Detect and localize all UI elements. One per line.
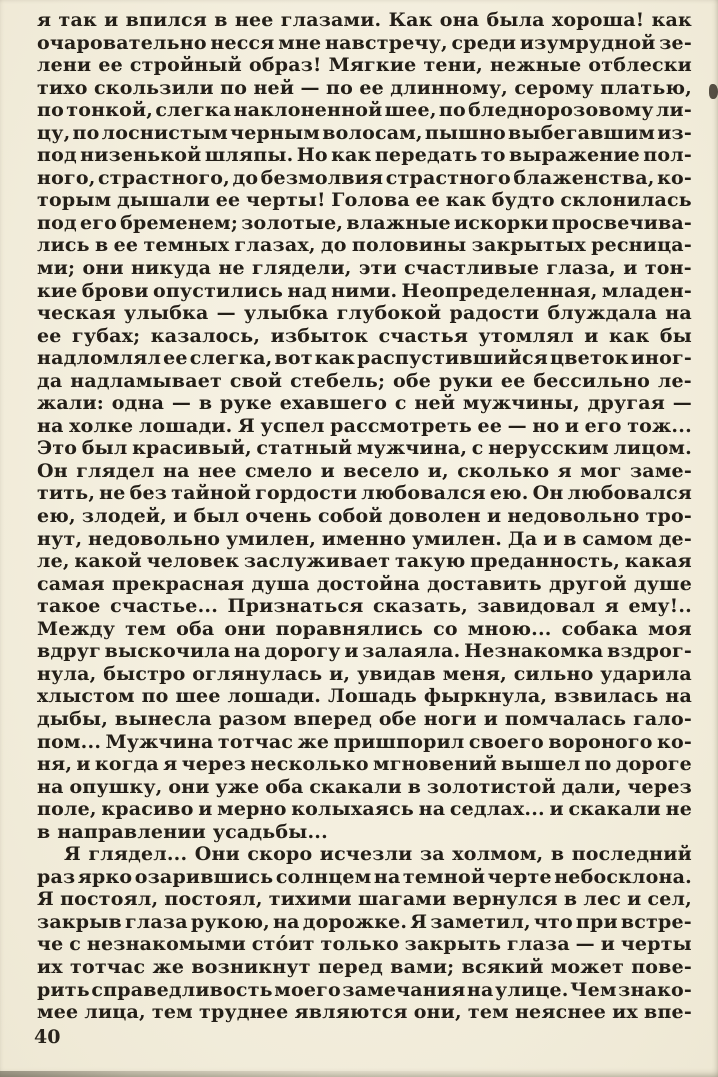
text-line: лись в ее темных глазах, до половины закрытых ресница- [37, 234, 692, 257]
text-line: дыбы, вынесла разом вперед обе ноги и помчалась гало- [37, 707, 692, 730]
text-line: цу, по лоснистым черным волосам, пышно выбегавшим из- [37, 121, 692, 144]
text-line: под низенькой шляпы. Но как передать то выражение пол- [37, 144, 692, 167]
text-line: на холке лошади. Я успел рассмотреть ее — но и его тож... [37, 414, 692, 437]
page-number: 40 [34, 1026, 61, 1048]
text-line: их тотчас же возникнут перед вами; всякий может пове- [37, 955, 692, 978]
text-line: ле, какой человек заслуживает такую преданность, какая [37, 550, 692, 573]
text-line: ного, страстного, до безмолвия страстного блаженства, ко- [37, 166, 692, 189]
text-line: в направлении усадьбы... [37, 820, 328, 843]
text-line: торым дышали ее черты! Голова ее как будто склонилась [37, 189, 692, 212]
text-line: по тонкой, слегка наклоненной шее, по бледнорозовому ли- [37, 99, 692, 122]
scan-artifact [709, 84, 718, 99]
text-line: под его бременем; золотые, влажные искорки просвечива- [37, 211, 692, 234]
text-line: Это был красивый, статный мужчина, с нерусским лицом. [37, 437, 692, 460]
text-line: Он глядел на нее смело и весело и, сколько я мог заме- [37, 459, 692, 482]
text-line: жали: одна — в руке ехавшего с ней мужчины, другая — [37, 392, 692, 415]
text-line: такое счастье... Признаться сказать, завидовал я ему!.. [37, 595, 692, 618]
text-line: вдруг выскочила на дорогу и залаяла. Незнакомка вздрог- [37, 640, 692, 663]
page-edge-shadow [0, 1071, 718, 1077]
text-line: мее лица, тем труднее являются они, тем неяснее их впе- [37, 1001, 692, 1024]
text-line: на опушку, они уже оба скакали в золотистой дали, через [37, 775, 692, 798]
text-line: надломлял ее слегка, вот как распустившийся цветок иног- [37, 347, 692, 370]
text-line: нула, быстро оглянулась и, увидав меня, сильно ударила [37, 662, 692, 685]
text-line: ческая улыбка — улыбка глубокой радости блуждала на [37, 302, 692, 325]
text-line: ми; они никуда не глядели, эти счастливые глаза, и тон- [37, 257, 692, 280]
text-line: ею, злодей, и был очень собой доволен и недовольно тро- [37, 505, 692, 528]
text-line: самая прекрасная душа достойна доставить другой душе [37, 572, 692, 595]
text-line: пом... Мужчина тотчас же пришпорил своего вороного ко- [37, 730, 692, 753]
text-line: закрыв глаза рукою, на дорожке. Я заметил, что при встре- [37, 910, 692, 933]
text-line: тить, не без тайной гордости любовался ею. Он любовался [37, 482, 692, 505]
text-line: кие брови опустились над ними. Неопределенная, младен- [37, 279, 692, 302]
text-line: раз ярко озарившись солнцем на темной черте небосклона. [37, 865, 692, 888]
text-line: поле, красиво и мерно колыхаясь на седлах... и скакали не [37, 798, 692, 821]
text-line: хлыстом по шее лошади. Лошадь фыркнула, взвилась на [37, 685, 692, 708]
text-line: лени ее стройный образ! Мягкие тени, нежные отблески [37, 54, 692, 77]
text-line: ее губах; казалось, избыток счастья утомлял и как бы [37, 324, 692, 347]
text-line: Я глядел... Они скоро исчезли за холмом, в последний [64, 843, 692, 866]
text-line: очаровательно несся мне навстречу, среди изумрудной зе- [37, 31, 692, 54]
text-line: че с незнакомыми сто́ит только закрыть глаза — и черты [37, 933, 692, 956]
page-text [37, 9, 692, 1024]
text-line: Между тем оба они поравнялись со мною... собака моя [37, 617, 692, 640]
text-line: да надламывает свой стебель; обе руки ее бессильно ле- [37, 369, 692, 392]
text-line: ня, и когда я через несколько мгновений вышел по дороге [37, 753, 692, 776]
text-line: нут, недовольно умилен, именно умилен. Да и в самом де- [37, 527, 692, 550]
text-line: тихо скользили по ней — по ее длинному, серому платью, [37, 76, 692, 99]
text-line: рить справедливость моего замечания на улице. Чем знако- [37, 978, 692, 1001]
text-line: я так и впился в нее глазами. Как она была хороша! как [37, 9, 692, 31]
text-line: Я постоял, постоял, тихими шагами вернулся в лес и сел, [37, 888, 692, 911]
